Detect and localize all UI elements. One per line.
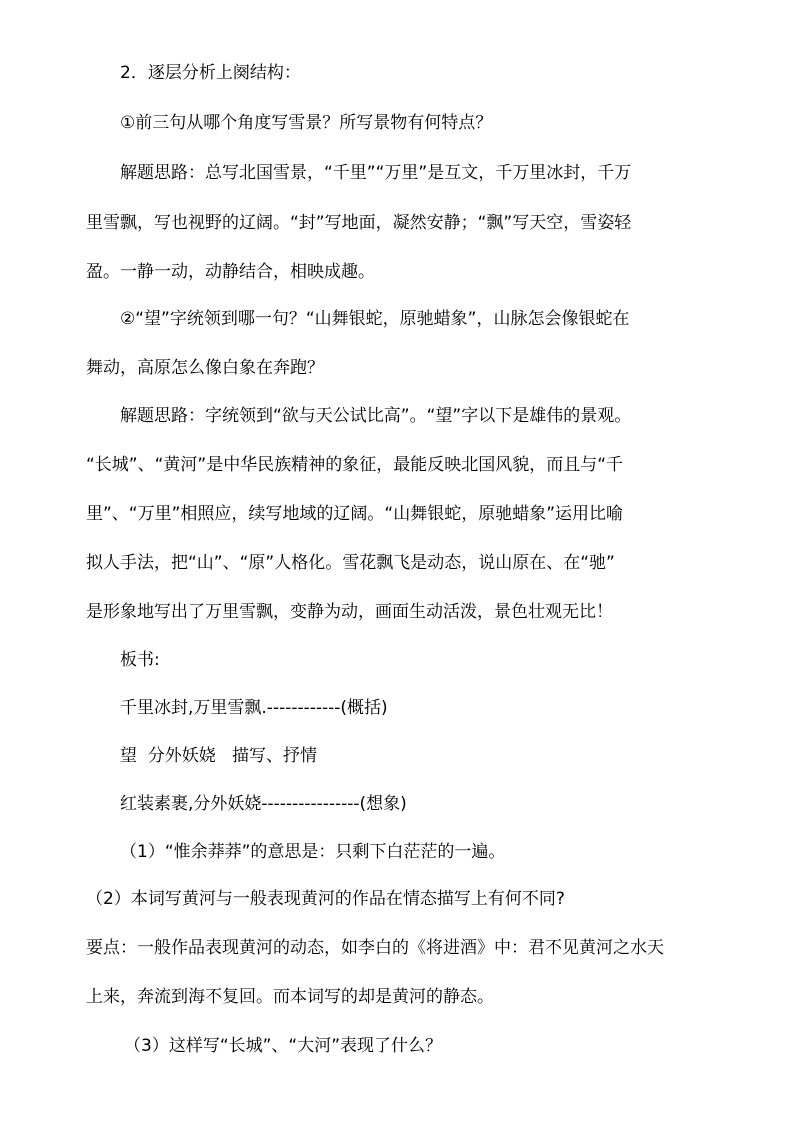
section-heading: 2．逐层分析上阕结构： <box>120 63 301 83</box>
question-2-line-1: ②“望”字统领到哪一句？“山舞银蛇，原驰蜡象”，山脉怎会像银蛇在 <box>120 309 630 329</box>
question-1: ①前三句从哪个角度写雪景？所写景物有何特点？ <box>120 113 493 133</box>
question-3: （2）本词写黄河与一般表现黄河的作品在情态描写上有何不同? <box>86 889 565 909</box>
blackboard-label: 板书: <box>120 650 160 670</box>
question-4: （3）这样写“长城”、“大河”表现了什么？ <box>124 1036 443 1056</box>
answer-3-line-2: 上来，奔流到海不复回。而本词写的却是黄河的静态。 <box>86 987 494 1007</box>
answer-3-line-1: 要点：一般作品表现黄河的动态，如李白的《将进酒》中：君不见黄河之水天 <box>86 938 664 958</box>
blackboard-line-1: 千里冰封,万里雪飘.------------(概括) <box>120 698 388 718</box>
answer-1-line-3: 盈。一静一动，动静结合，相映成趣。 <box>86 262 375 282</box>
answer-1-line-1: 解题思路：总写北国雪景，“千里”“万里”是互文，千万里冰封，千万 <box>120 163 632 183</box>
answer-2-line-3: 里”、“万里”相照应，续写地域的辽阔。“山舞银蛇，原驰蜡象”运用比喻 <box>86 504 624 524</box>
note-1: （1）“惟余莽莽”的意思是：只剩下白茫茫的一遍。 <box>120 842 506 862</box>
blackboard-line-3: 红装素裹,分外妖娆----------------(想象) <box>120 794 407 814</box>
question-2-line-2: 舞动，高原怎么像白象在奔跑？ <box>86 358 324 378</box>
answer-2-line-5: 是形象地写出了万里雪飘，变静为动，画面生动活泼，景色壮观无比！ <box>86 602 613 622</box>
answer-1-line-2: 里雪飘，写也视野的辽阔。“封”写地面，凝然安静；“飘”写天空，雪姿轻 <box>86 213 632 233</box>
blackboard-line-2: 望 分外妖娆 描写、抒情 <box>120 746 318 766</box>
answer-2-line-2: “长城”、“黄河”是中华民族精神的象征，最能反映北国风貌，而且与“千 <box>86 455 624 475</box>
answer-2-line-1: 解题思路：字统领到“欲与天公试比高”。“望”字以下是雄伟的景观。 <box>120 406 632 426</box>
answer-2-line-4: 拟人手法，把“山”、“原”人格化。雪花飘飞是动态，说山原在、在“驰” <box>86 553 615 573</box>
